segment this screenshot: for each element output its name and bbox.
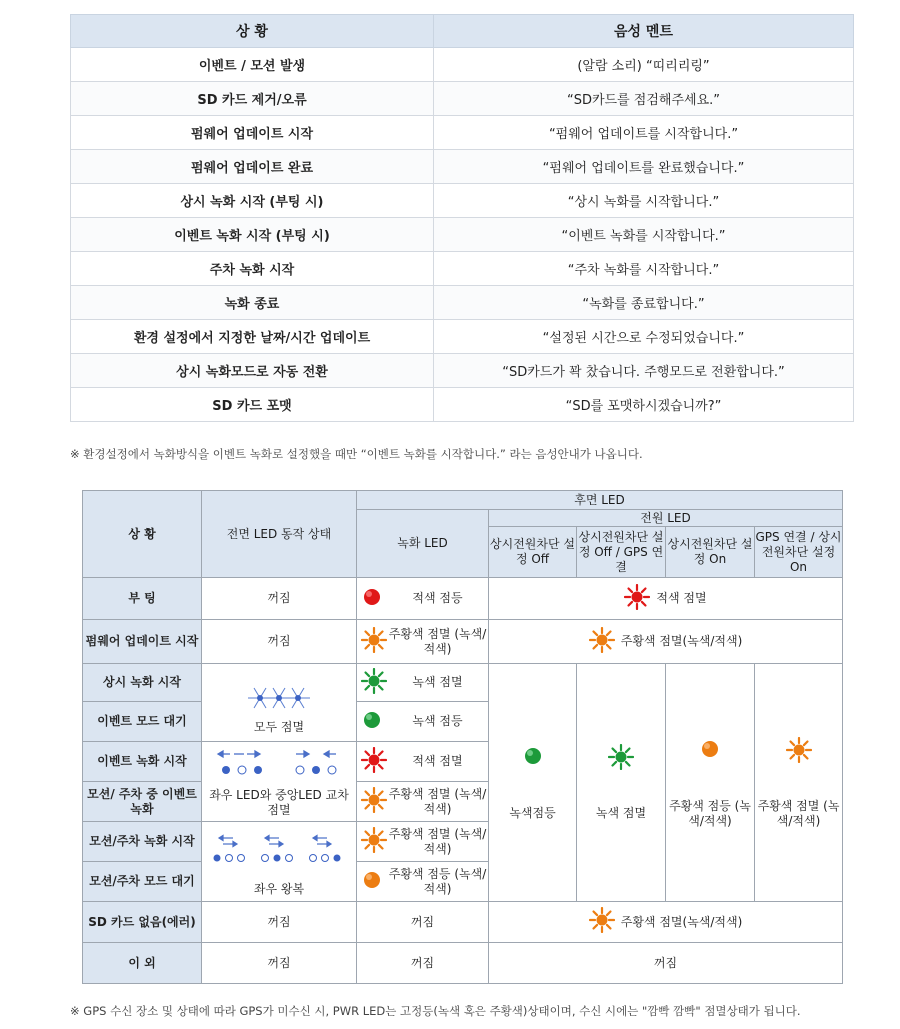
header-rec-led: 녹화 LED [357, 510, 489, 578]
front-led-status: 꺼짐 [202, 943, 357, 984]
green-solid-led-icon [361, 709, 383, 735]
table-row [71, 48, 854, 82]
all-blink-icon [202, 680, 356, 720]
red-blink-led-icon [361, 747, 387, 777]
header-power-led: 전원 LED [489, 510, 843, 527]
front-led-status: 꺼짐 [202, 578, 357, 620]
header-situation: 상 황 [83, 491, 202, 578]
situation-cell: SD 카드 제거/오류 [71, 82, 434, 116]
voice-guide-table [70, 14, 854, 422]
orange-blink-led-icon [589, 907, 615, 937]
table-row [71, 184, 854, 218]
red-solid-led-icon [361, 586, 383, 612]
orange-blink-led-icon [361, 627, 387, 657]
power-led-status: 꺼짐 [489, 943, 843, 984]
header-rear-led: 후면 LED [357, 491, 843, 510]
situation-cell: 주차 녹화 시작 [71, 252, 434, 286]
voice-message-cell: “펌웨어 업데이트를 완료했습니다.” [434, 150, 854, 184]
table-row [71, 116, 854, 150]
header-power-1: 상시전원차단 설정 Off [489, 527, 577, 578]
situation-sd-error: SD 카드 없음(에러) [83, 902, 202, 943]
power-led-merged-2: 녹색 점멸 [577, 664, 666, 902]
rec-led-cell: 녹색 점멸 [357, 664, 489, 702]
header-situation: 상 황 [71, 15, 434, 48]
situation-cell: 펌웨어 업데이트 시작 [71, 116, 434, 150]
situation-cell: SD 카드 포맷 [71, 388, 434, 422]
situation-event-record: 이벤트 녹화 시작 [83, 742, 202, 782]
orange-blink-led-icon [361, 827, 387, 857]
table-row [71, 388, 854, 422]
front-led-cell: 모두 점멸 [202, 664, 357, 742]
power-led-merged-3: 주황색 점등 (녹색/적색) [666, 664, 755, 902]
table-row [71, 82, 854, 116]
rec-led-cell: 주황색 점멸 (녹색/적색) [357, 822, 489, 862]
power-led-cell: 주황색 점멸(녹색/적색) [489, 620, 843, 664]
situation-cell: 상시 녹화모드로 자동 전환 [71, 354, 434, 388]
power-led-cell: 적색 점멸 [489, 578, 843, 620]
situation-cell: 상시 녹화 시작 (부팅 시) [71, 184, 434, 218]
situation-always-record: 상시 녹화 시작 [83, 664, 202, 702]
green-blink-led-icon [361, 668, 387, 698]
voice-message-cell: “상시 녹화를 시작합니다.” [434, 184, 854, 218]
rec-led-cell: 적색 점멸 [357, 742, 489, 782]
voice-message-cell: “이벤트 녹화를 시작합니다.” [434, 218, 854, 252]
rec-led-cell: 적색 점등 [357, 578, 489, 620]
situation-booting: 부 팅 [83, 578, 202, 620]
header-power-3: 상시전원차단 설정 On [666, 527, 755, 578]
situation-cell: 이벤트 녹화 시작 (부팅 시) [71, 218, 434, 252]
table-row [71, 320, 854, 354]
table-row [71, 286, 854, 320]
header-power-2: 상시전원차단 설정 Off / GPS 연결 [577, 527, 666, 578]
orange-blink-led-icon [755, 737, 842, 767]
voice-message-cell: “SD카드를 점검해주세요.” [434, 82, 854, 116]
rec-led-cell: 주황색 점등 (녹색/적색) [357, 862, 489, 902]
header-front-led: 전면 LED 동작 상태 [202, 491, 357, 578]
rec-led-cell: 주황색 점멸 (녹색/적색) [357, 782, 489, 822]
green-solid-led-icon [489, 744, 576, 772]
rec-led-status: 꺼짐 [357, 902, 489, 943]
front-led-cell: 좌우 LED와 중앙LED 교차 점멸 [202, 742, 357, 822]
table-row [71, 150, 854, 184]
header-voice: 음성 멘트 [434, 15, 854, 48]
front-led-status: 꺼짐 [202, 902, 357, 943]
rec-led-cell: 녹색 점등 [357, 702, 489, 742]
situation-event-standby: 이벤트 모드 대기 [83, 702, 202, 742]
voice-note: ※ 환경설정에서 녹화방식을 이벤트 녹화로 설정했을 때만 “이벤트 녹화를 시작합니다.” 라는 음성안내가 나옵니다. [70, 447, 643, 461]
back-and-forth-icon [202, 832, 356, 868]
orange-solid-led-icon [361, 869, 383, 895]
gps-note: ※ GPS 수신 장소 및 상태에 따라 GPS가 미수신 시, PWR LED는 고정등(녹색 혹은 주황색)상태이며, 수신 시에는 "깜빡 깜빡" 점멸상태가 됩니다. [70, 1004, 801, 1018]
led-status-table [82, 490, 843, 984]
rec-led-status: 꺼짐 [357, 943, 489, 984]
header-power-4: GPS 연결 / 상시전원차단 설정 On [755, 527, 843, 578]
situation-cell: 펌웨어 업데이트 완료 [71, 150, 434, 184]
voice-message-cell: “펌웨어 업데이트를 시작합니다.” [434, 116, 854, 150]
power-led-cell: 주황색 점멸(녹색/적색) [489, 902, 843, 943]
situation-motion-standby: 모션/주차 모드 대기 [83, 862, 202, 902]
voice-message-cell: “녹화를 종료합니다.” [434, 286, 854, 320]
situation-motion-record: 모션/주차 녹화 시작 [83, 822, 202, 862]
table-row [71, 252, 854, 286]
front-led-status: 꺼짐 [202, 620, 357, 664]
voice-message-cell: “주차 녹화를 시작합니다.” [434, 252, 854, 286]
red-blink-led-icon [624, 584, 650, 614]
green-blink-led-icon [577, 744, 665, 774]
situation-firmware: 펌웨어 업데이트 시작 [83, 620, 202, 664]
situation-others: 이 외 [83, 943, 202, 984]
situation-cell: 환경 설정에서 지정한 날짜/시간 업데이트 [71, 320, 434, 354]
power-led-merged-1: 녹색점등 [489, 664, 577, 902]
orange-blink-led-icon [589, 627, 615, 657]
orange-solid-led-icon [666, 737, 754, 765]
voice-message-cell: “설정된 시간으로 수정되었습니다.” [434, 320, 854, 354]
table-row [71, 354, 854, 388]
situation-cell: 녹화 종료 [71, 286, 434, 320]
front-led-cell: 좌우 왕복 [202, 822, 357, 902]
situation-motion-event: 모션/ 주차 중 이벤트 녹화 [83, 782, 202, 822]
orange-blink-led-icon [361, 787, 387, 817]
voice-message-cell: “SD카드가 꽉 찼습니다. 주행모드로 전환합니다.” [434, 354, 854, 388]
voice-message-cell: “SD를 포맷하시겠습니까?” [434, 388, 854, 422]
table-row [71, 218, 854, 252]
power-led-merged-4: 주황색 점멸 (녹색/적색) [755, 664, 843, 902]
situation-cell: 이벤트 / 모션 발생 [71, 48, 434, 82]
rec-led-cell: 주황색 점멸 (녹색/적색) [357, 620, 489, 664]
cross-blink-icon [202, 746, 356, 782]
voice-message-cell: (알람 소리) “띠리리링” [434, 48, 854, 82]
